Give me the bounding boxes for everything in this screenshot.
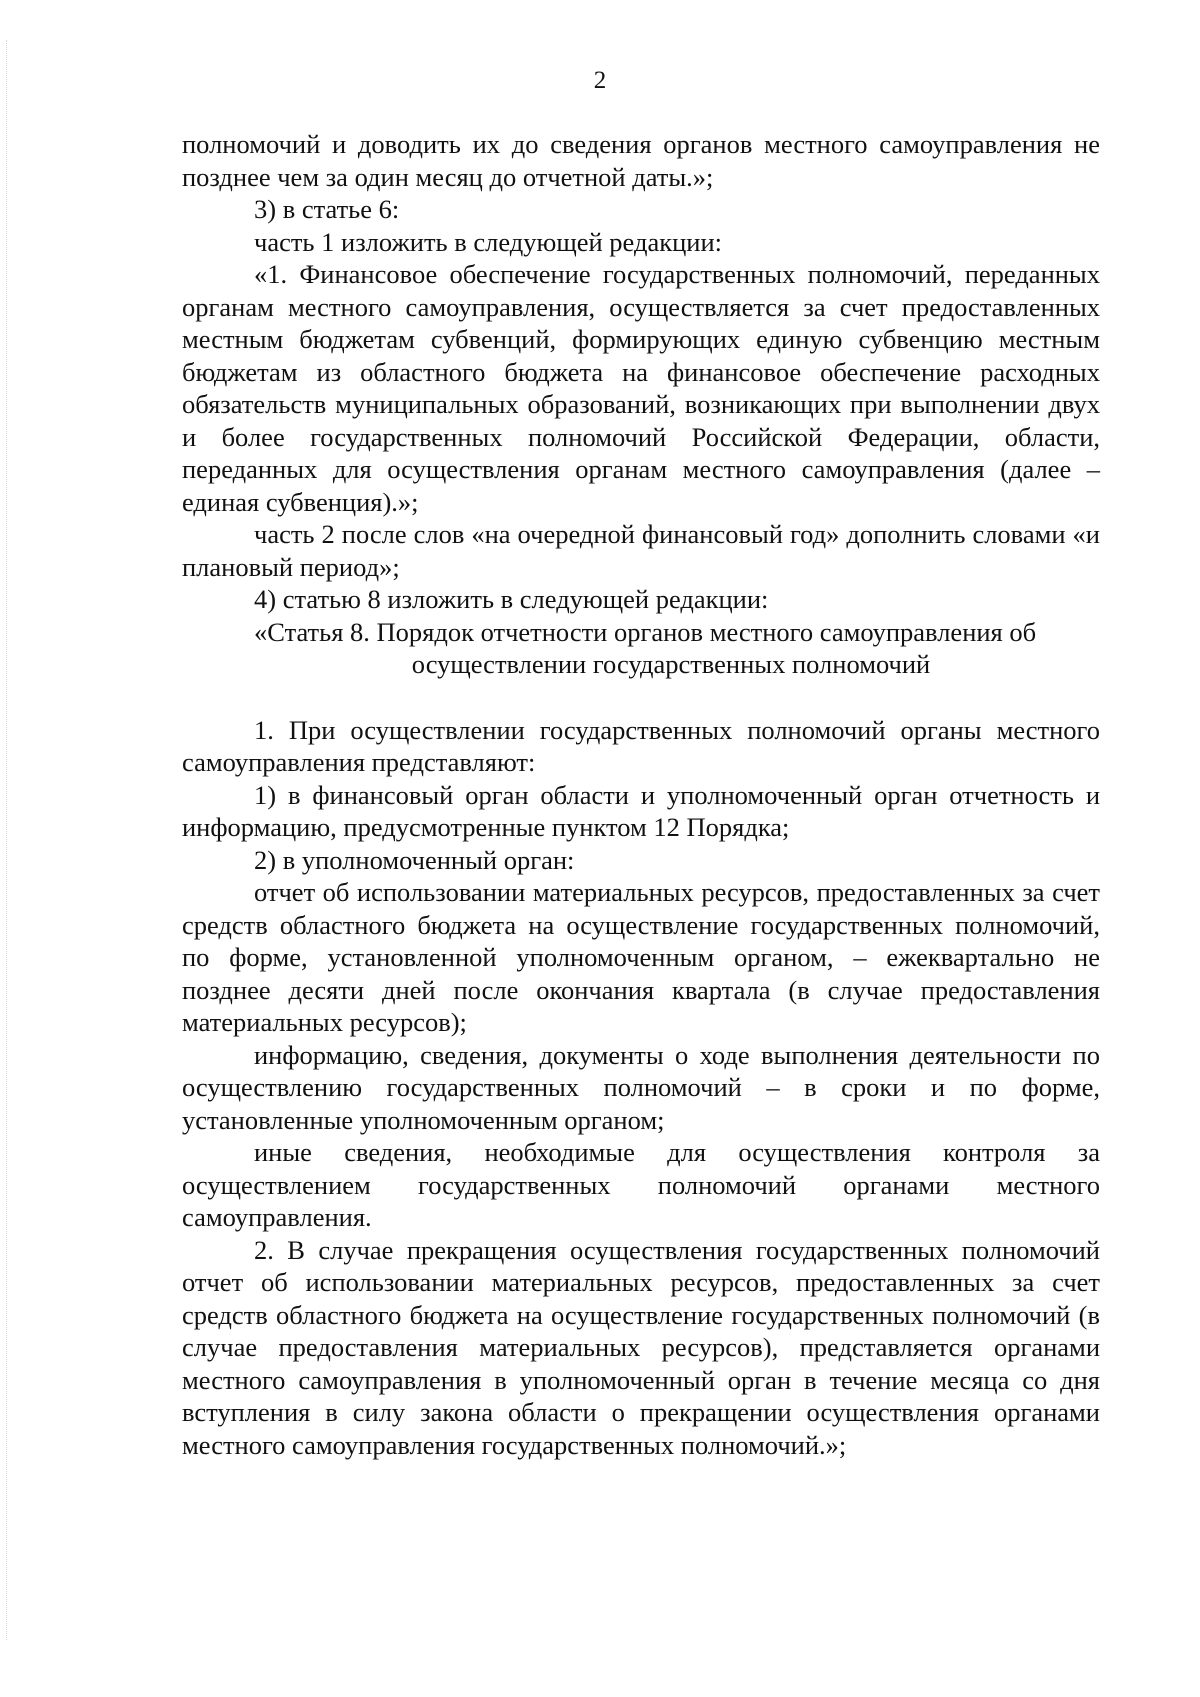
paragraph-part-1-text: «1. Финансовое обеспечение государственных полномочий, переданных органам местного самоуправления, осуществляется за счет предоставленных местным бюджетам субвенций, формирующих единую субвенцию местным бюджетам из областного бюджета на финансовое обеспечение расходных обязательств муниципальных образований, возникающих при выполнении двух и более государственных полномочий Российской Федерации, области, переданных для осуществления органам местного самоуправления (далее – единая субвенция).»;: [182, 259, 1100, 517]
paragraph-continuation: полномочий и доводить их до сведения органов местного самоуправления не позднее чем за один месяц до отчетной даты.»;: [182, 129, 1100, 192]
document-body: [182, 128, 1100, 1461]
article-subitem-2: 2) в уполномоченный орган:: [254, 844, 575, 875]
paragraph-item-4: 4) статью 8 изложить в следующей редакции:: [254, 584, 769, 614]
scan-edge-artifact: [6, 40, 9, 1640]
article-subitem-1: 1) в финансовый орган области и уполномоченный орган отчетность и информацию, предусмотренные пунктом 12 Порядка;: [182, 779, 1100, 842]
article-paragraph-1: 1. При осуществлении государственных полномочий органы местного самоуправления представляют:: [182, 714, 1100, 777]
article-information-documents: информацию, сведения, документы о ходе выполнения деятельности по осуществлению государственных полномочий – в сроки и по форме, установленные уполномоченным органом;: [182, 1039, 1100, 1135]
article-title-line2: осуществлении государственных полномочий: [411, 649, 931, 679]
article-report-resources: отчет об использовании материальных ресурсов, предоставленных за счет средств областного бюджета на осуществление государственных полномочий, по форме, установленной уполномоченным органом, – ежеквартально не позднее десяти дней после окончания квартала (в случае предоставления материальных ресурсов);: [182, 877, 1100, 1037]
article-other-information: иные сведения, необходимые для осуществления контроля за осуществлением государственных полномочий органами местного самоуправления.: [182, 1137, 1100, 1232]
article-title-line1: «Статья 8. Порядок отчетности органов местного самоуправления об: [254, 616, 1037, 647]
paragraph-part-2: часть 2 после слов «на очередной финансовый год» дополнить словами «и плановый период»;: [182, 519, 1100, 582]
page-number: 2: [593, 67, 607, 94]
section-spacer: [182, 681, 1100, 714]
article-paragraph-2: 2. В случае прекращения осуществления государственных полномочий отчет об использовании материальных ресурсов, предоставленных за счет средств областного бюджета на осуществление государственных полномочий (в случае предоставления материальных ресурсов), представляется органами местного самоуправления в уполномоченный орган в течение месяца со дня вступления в силу закона области о прекращении осуществления органами местного самоуправления государственных полномочий.»;: [182, 1234, 1100, 1460]
paragraph-item-3: 3) в статье 6:: [254, 194, 400, 224]
paragraph-part-1-intro: часть 1 изложить в следующей редакции:: [254, 226, 722, 257]
